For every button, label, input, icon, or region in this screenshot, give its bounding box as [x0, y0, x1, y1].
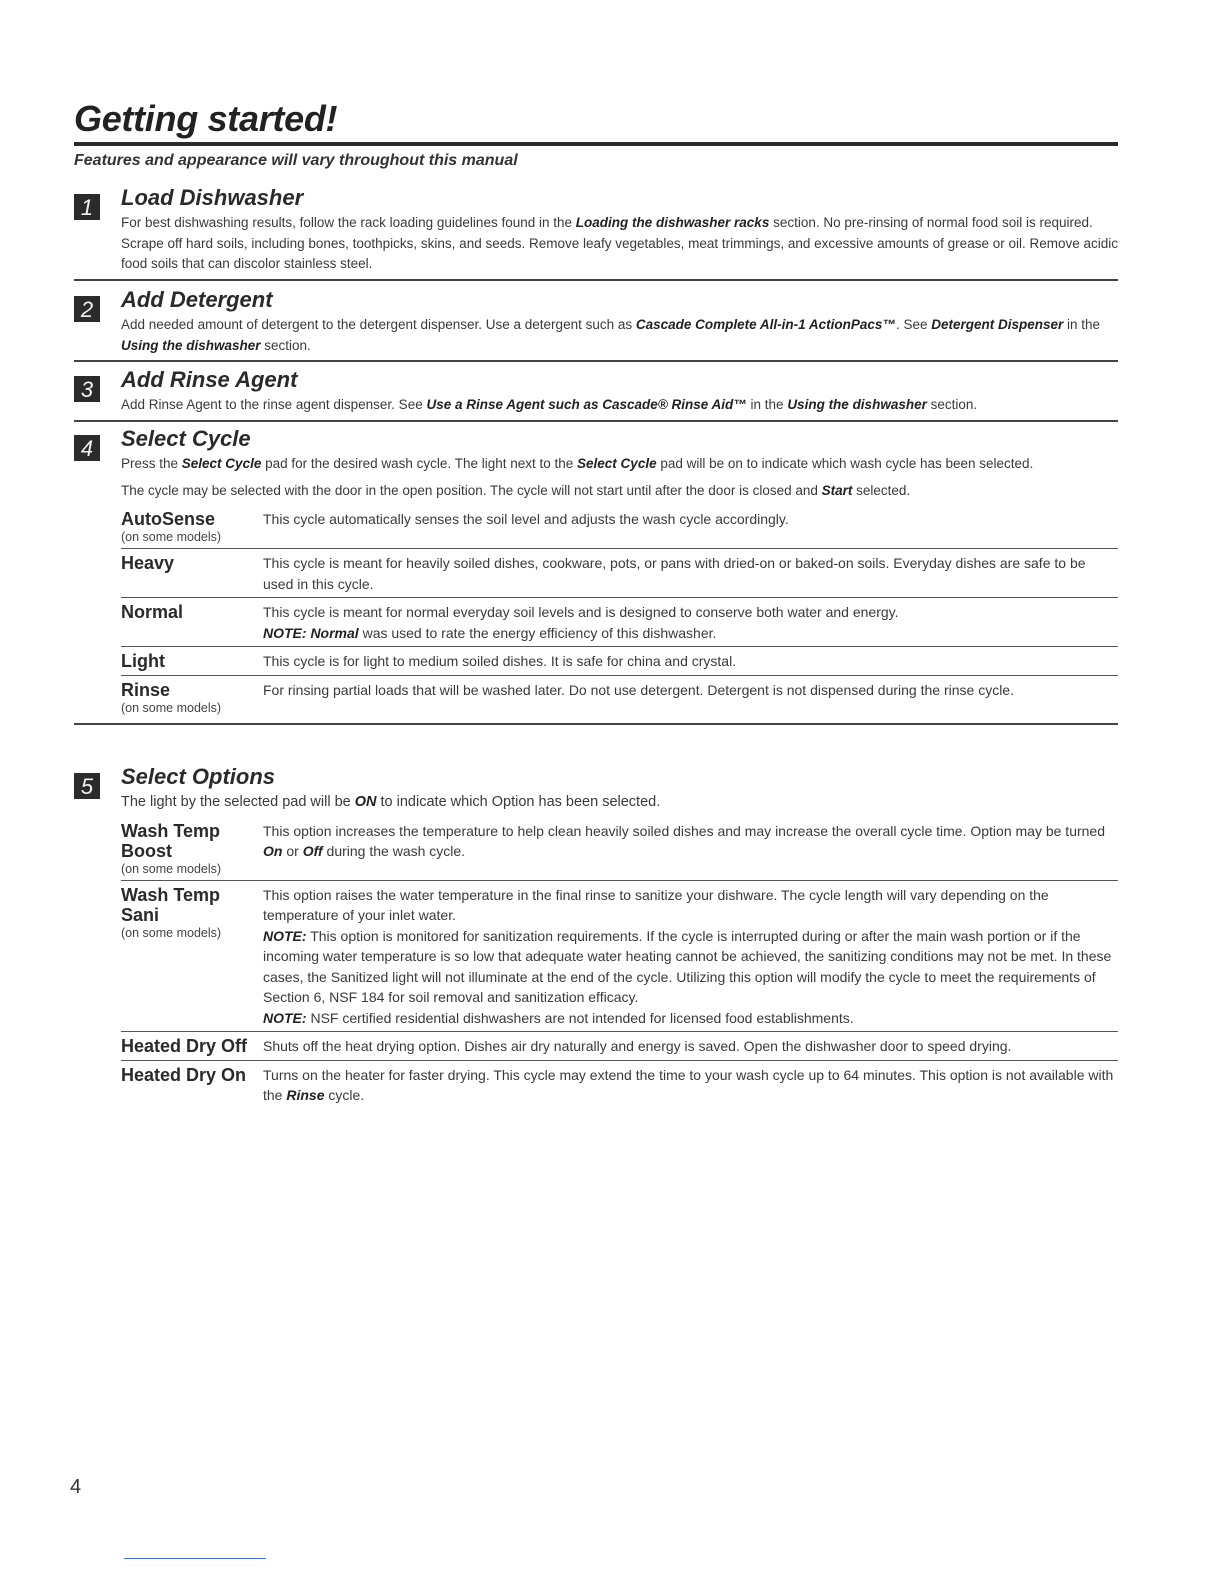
row-label: Wash Temp Sani	[121, 884, 221, 925]
row-name	[121, 602, 263, 643]
description-paragraph: NOTE: Normal was used to rate the energy efficiency of this dishwasher.	[263, 624, 717, 641]
table-row	[121, 505, 1118, 549]
step-title: Select Cycle	[121, 426, 251, 451]
step-text: Add Rinse Agent to the rinse agent dispenser. See Use a Rinse Agent such as Cascade® Rinse Aid™ in the Using the dishwasher section.	[121, 397, 978, 412]
row-description	[263, 602, 1118, 643]
row-name	[121, 1036, 263, 1057]
row-label: Heavy	[121, 553, 175, 573]
page-title: Getting started!	[74, 98, 338, 139]
table-row	[121, 1061, 1118, 1109]
section-divider	[74, 360, 1118, 362]
step-select-options	[74, 763, 1118, 1109]
section-divider	[74, 723, 1118, 725]
row-label: Heated Dry Off	[121, 1036, 248, 1056]
row-name	[121, 885, 263, 1029]
step-text: Press the Select Cycle pad for the desired wash cycle. The light next to the Select Cycle pad will be on to indicate which wash cycle has been selected.	[121, 456, 1034, 471]
options-table	[121, 817, 1118, 1109]
row-name	[121, 680, 263, 716]
table-row	[121, 881, 1118, 1033]
description-paragraph: NOTE: This option is monitored for sanitization requirements. If the cycle is interrupted during or after the main wash portion or if the incoming water temperature is so low that adequate water heating cannot be achieved, the sanitizing conditions may not be met. In these cases, the Sanitized light will not illuminate at the end of the cycle. Utilizing this option will modify the cycle to meet the requirements of Section 6, NSF 184 for soil removal and sanitization efficacy.	[263, 927, 1112, 1005]
row-label: Light	[121, 651, 165, 671]
description-paragraph: Shuts off the heat drying option. Dishes air dry naturally and energy is saved. Open the dishwasher door to speed drying.	[263, 1038, 1012, 1054]
step-add-rinse-agent	[74, 366, 1118, 422]
section-divider	[74, 279, 1118, 281]
footer-line	[124, 1558, 266, 1559]
title-rule	[74, 142, 1118, 146]
description-paragraph: This cycle is for light to medium soiled dishes. It is safe for china and crystal.	[263, 653, 737, 669]
row-sublabel: (on some models)	[121, 861, 222, 876]
description-paragraph: This cycle is meant for normal everyday soil levels and is designed to conserve both water and energy.	[263, 604, 899, 620]
row-description	[263, 651, 1118, 672]
table-row	[121, 1032, 1118, 1061]
table-row	[121, 598, 1118, 647]
table-row	[121, 549, 1118, 598]
row-label: Rinse	[121, 679, 171, 700]
table-row	[121, 676, 1118, 719]
table-row	[121, 647, 1118, 676]
row-name	[121, 1065, 263, 1106]
row-description	[263, 885, 1118, 1029]
description-paragraph: This option raises the water temperature in the final rinse to sanitize your dishware. The cycle length will vary depending on the temperature of your inlet water.	[263, 886, 1049, 923]
row-name	[121, 821, 263, 877]
step-title: Select Options	[121, 764, 276, 789]
step-title: Add Detergent	[121, 287, 273, 312]
step-number-badge: 1	[74, 194, 100, 220]
description-paragraph: This option increases the temperature to help clean heavily soiled dishes and may increase the overall cycle time. Option may be turned On or Off during the wash cycle.	[263, 822, 1106, 859]
page-subtitle: Features and appearance will vary throughout this manual	[74, 152, 518, 169]
step-text: For best dishwashing results, follow the rack loading guidelines found in the Loading the dishwasher racks section. No pre-rinsing of normal food soil is required. Scrape off hard soils, including bones, toothpicks, skins, and seeds. Remove leafy vegetables, meat trimmings, and excessive amounts of grease or oil. Remove acidic food soils that can discolor stainless steel.	[121, 215, 1119, 271]
step-number-badge: 5	[74, 773, 100, 799]
row-sublabel: (on some models)	[121, 530, 222, 544]
row-description	[263, 1036, 1118, 1057]
row-description	[263, 680, 1118, 716]
description-paragraph: This cycle automatically senses the soil level and adjusts the wash cycle accordingly.	[263, 511, 789, 527]
step-number-badge: 4	[74, 435, 100, 461]
row-sublabel: (on some models)	[121, 925, 222, 940]
step-text: Add needed amount of detergent to the detergent dispenser. Use a detergent such as Cascade Complete All-in-1 ActionPacs™. See Detergent Dispenser in the Using the dishwasher section.	[121, 317, 1101, 353]
step-title: Load Dishwasher	[121, 185, 304, 210]
row-sublabel: (on some models)	[121, 700, 222, 715]
table-row	[121, 817, 1118, 881]
row-label: Wash Temp Boost	[121, 820, 221, 861]
description-paragraph: This cycle is meant for heavily soiled dishes, cookware, pots, or pans with dried-on or baked-on soils. Everyday dishes are safe to be used in this cycle.	[263, 555, 1086, 592]
row-name	[121, 651, 263, 672]
row-description	[263, 509, 1118, 545]
description-paragraph: NOTE: NSF certified residential dishwashers are not intended for licensed food establishments.	[263, 1009, 854, 1026]
description-paragraph: Turns on the heater for faster drying. This cycle may extend the time to your wash cycle up to 64 minutes. This option is not available with the Rinse cycle.	[263, 1066, 1114, 1103]
row-description	[263, 821, 1118, 877]
step-number-badge: 3	[74, 376, 100, 402]
cycle-table	[121, 505, 1118, 719]
row-name	[121, 553, 263, 594]
row-description	[263, 1065, 1118, 1106]
row-label: Heated Dry On	[121, 1064, 247, 1085]
row-description	[263, 553, 1118, 594]
page-number: 4	[70, 1476, 82, 1498]
step-select-cycle	[74, 425, 1118, 725]
step-title: Add Rinse Agent	[121, 367, 298, 392]
row-label: AutoSense	[121, 509, 216, 529]
step-add-detergent	[74, 286, 1118, 362]
description-paragraph: For rinsing partial loads that will be washed later. Do not use detergent. Detergent is not dispensed during the rinse cycle.	[263, 681, 1014, 698]
section-divider	[74, 420, 1118, 422]
step-number-badge: 2	[74, 296, 100, 322]
step-text: The cycle may be selected with the door in the open position. The cycle will not start until after the door is closed and Start selected.	[121, 482, 911, 498]
step-load-dishwasher	[74, 184, 1118, 281]
step-text: The light by the selected pad will be ON to indicate which Option has been selected.	[121, 794, 661, 810]
row-label: Normal	[121, 602, 184, 622]
row-name	[121, 509, 263, 545]
